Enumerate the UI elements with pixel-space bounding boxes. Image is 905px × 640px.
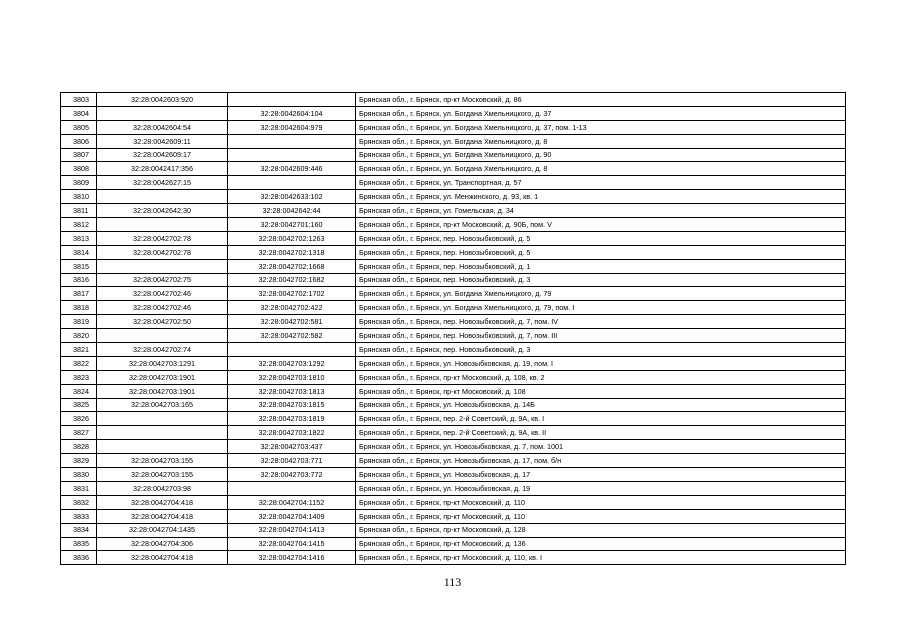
object-cadastral-number-cell: 32:28:0042703:437 bbox=[228, 440, 356, 454]
table-row bbox=[61, 190, 846, 204]
row-number-cell: 3807 bbox=[61, 148, 97, 162]
table-row bbox=[61, 259, 846, 273]
table-row bbox=[61, 356, 846, 370]
address-cell: Брянская обл., г. Брянск, пр-кт Московский, д. 110, кв. I bbox=[356, 551, 846, 565]
address-cell: Брянская обл., г. Брянск, ул. Новозыбковская, д. 14Б bbox=[356, 398, 846, 412]
object-cadastral-number-cell: 32:28:0042703:1819 bbox=[228, 412, 356, 426]
table-row bbox=[61, 398, 846, 412]
object-cadastral-number-cell: 32:28:0042703:1813 bbox=[228, 384, 356, 398]
row-number-cell: 3808 bbox=[61, 162, 97, 176]
table-row bbox=[61, 273, 846, 287]
row-number-cell: 3835 bbox=[61, 537, 97, 551]
row-number-cell: 3815 bbox=[61, 259, 97, 273]
address-cell: Брянская обл., г. Брянск, ул. Богдана Хмельницкого, д. 8 bbox=[356, 162, 846, 176]
row-number-cell: 3828 bbox=[61, 440, 97, 454]
address-cell: Брянская обл., г. Брянск, пер. Новозыбковский, д. 5 bbox=[356, 245, 846, 259]
object-cadastral-number-cell: 32:28:0042701:160 bbox=[228, 218, 356, 232]
row-number-cell: 3820 bbox=[61, 329, 97, 343]
row-number-cell: 3809 bbox=[61, 176, 97, 190]
object-cadastral-number-cell: 32:28:0042609:446 bbox=[228, 162, 356, 176]
table-row bbox=[61, 106, 846, 120]
table-row bbox=[61, 440, 846, 454]
land-cadastral-number-cell: 32:28:0042642:30 bbox=[97, 204, 228, 218]
table-row bbox=[61, 454, 846, 468]
row-number-cell: 3824 bbox=[61, 384, 97, 398]
object-cadastral-number-cell: 32:28:0042704:1415 bbox=[228, 537, 356, 551]
land-cadastral-number-cell bbox=[97, 426, 228, 440]
address-cell: Брянская обл., г. Брянск, ул. Богдана Хмельницкого, д. 79, пом. I bbox=[356, 301, 846, 315]
row-number-cell: 3822 bbox=[61, 356, 97, 370]
row-number-cell: 3803 bbox=[61, 93, 97, 107]
table-row bbox=[61, 134, 846, 148]
row-number-cell: 3812 bbox=[61, 218, 97, 232]
land-cadastral-number-cell: 32:28:0042702:78 bbox=[97, 245, 228, 259]
table-row bbox=[61, 301, 846, 315]
address-cell: Брянская обл., г. Брянск, пр-кт Московский, д. 110 bbox=[356, 495, 846, 509]
land-cadastral-number-cell: 32:28:0042704:306 bbox=[97, 537, 228, 551]
object-cadastral-number-cell: 32:28:0042704:1152 bbox=[228, 495, 356, 509]
object-cadastral-number-cell: 32:28:0042704:1413 bbox=[228, 523, 356, 537]
land-cadastral-number-cell: 32:28:0042702:78 bbox=[97, 231, 228, 245]
row-number-cell: 3834 bbox=[61, 523, 97, 537]
address-cell: Брянская обл., г. Брянск, пр-кт Московский, д. 128 bbox=[356, 523, 846, 537]
row-number-cell: 3804 bbox=[61, 106, 97, 120]
object-cadastral-number-cell: 32:28:0042702:422 bbox=[228, 301, 356, 315]
address-cell: Брянская обл., г. Брянск, пер. Новозыбковский, д. 7, пом. III bbox=[356, 329, 846, 343]
table-row bbox=[61, 329, 846, 343]
row-number-cell: 3819 bbox=[61, 315, 97, 329]
address-cell: Брянская обл., г. Брянск, пер. Новозыбковский, д. 1 bbox=[356, 259, 846, 273]
land-cadastral-number-cell: 32:28:0042417:356 bbox=[97, 162, 228, 176]
address-cell: Брянская обл., г. Брянск, ул. Новозыбковская, д. 19 bbox=[356, 481, 846, 495]
address-cell: Брянская обл., г. Брянск, пер. Новозыбковский, д. 7, пом. IV bbox=[356, 315, 846, 329]
registry-table bbox=[60, 92, 846, 565]
table-row bbox=[61, 231, 846, 245]
land-cadastral-number-cell: 32:28:0042603:920 bbox=[97, 93, 228, 107]
address-cell: Брянская обл., г. Брянск, пер. Новозыбковский, д. 3 bbox=[356, 343, 846, 357]
land-cadastral-number-cell: 32:28:0042627:15 bbox=[97, 176, 228, 190]
table-row bbox=[61, 551, 846, 565]
land-cadastral-number-cell: 32:28:0042703:155 bbox=[97, 454, 228, 468]
land-cadastral-number-cell: 32:28:0042704:418 bbox=[97, 495, 228, 509]
table-row bbox=[61, 384, 846, 398]
table-row bbox=[61, 93, 846, 107]
land-cadastral-number-cell: 32:28:0042609:11 bbox=[97, 134, 228, 148]
table-row bbox=[61, 287, 846, 301]
land-cadastral-number-cell bbox=[97, 218, 228, 232]
land-cadastral-number-cell bbox=[97, 329, 228, 343]
object-cadastral-number-cell bbox=[228, 176, 356, 190]
land-cadastral-number-cell: 32:28:0042609:17 bbox=[97, 148, 228, 162]
land-cadastral-number-cell: 32:28:0042703:1901 bbox=[97, 384, 228, 398]
address-cell: Брянская обл., г. Брянск, ул. Богдана Хмельницкого, д. 90 bbox=[356, 148, 846, 162]
address-cell: Брянская обл., г. Брянск, ул. Новозыбковская, д. 17 bbox=[356, 468, 846, 482]
table-row bbox=[61, 412, 846, 426]
address-cell: Брянская обл., г. Брянск, ул. Новозыбковская, д. 17, пом. б/н bbox=[356, 454, 846, 468]
address-cell: Брянская обл., г. Брянск, пр-кт Московский, д. 108, кв. 2 bbox=[356, 370, 846, 384]
table-row bbox=[61, 509, 846, 523]
table-row bbox=[61, 315, 846, 329]
object-cadastral-number-cell: 32:28:0042633:102 bbox=[228, 190, 356, 204]
row-number-cell: 3827 bbox=[61, 426, 97, 440]
row-number-cell: 3805 bbox=[61, 120, 97, 134]
address-cell: Брянская обл., г. Брянск, ул. Богдана Хмельницкого, д. 8 bbox=[356, 134, 846, 148]
object-cadastral-number-cell: 32:28:0042642:44 bbox=[228, 204, 356, 218]
object-cadastral-number-cell: 32:28:0042604:979 bbox=[228, 120, 356, 134]
row-number-cell: 3831 bbox=[61, 481, 97, 495]
table-row bbox=[61, 523, 846, 537]
object-cadastral-number-cell: 32:28:0042702:582 bbox=[228, 329, 356, 343]
object-cadastral-number-cell bbox=[228, 134, 356, 148]
land-cadastral-number-cell bbox=[97, 190, 228, 204]
row-number-cell: 3836 bbox=[61, 551, 97, 565]
table-row bbox=[61, 426, 846, 440]
address-cell: Брянская обл., г. Брянск, ул. Гомельская, д. 34 bbox=[356, 204, 846, 218]
registry-table-body bbox=[61, 93, 846, 565]
address-cell: Брянская обл., г. Брянск, пр-кт Московский, д. 136 bbox=[356, 537, 846, 551]
row-number-cell: 3830 bbox=[61, 468, 97, 482]
land-cadastral-number-cell: 32:28:0042702:46 bbox=[97, 301, 228, 315]
address-cell: Брянская обл., г. Брянск, пр-кт Московский, д. 110 bbox=[356, 509, 846, 523]
object-cadastral-number-cell: 32:28:0042702:1702 bbox=[228, 287, 356, 301]
row-number-cell: 3810 bbox=[61, 190, 97, 204]
row-number-cell: 3814 bbox=[61, 245, 97, 259]
table-row bbox=[61, 204, 846, 218]
row-number-cell: 3826 bbox=[61, 412, 97, 426]
table-row bbox=[61, 495, 846, 509]
address-cell: Брянская обл., г. Брянск, ул. Новозыбковская, д. 19, пом. I bbox=[356, 356, 846, 370]
table-row bbox=[61, 537, 846, 551]
object-cadastral-number-cell bbox=[228, 148, 356, 162]
table-row bbox=[61, 468, 846, 482]
table-row bbox=[61, 481, 846, 495]
address-cell: Брянская обл., г. Брянск, ул. Богдана Хмельницкого, д. 37, пом. 1-13 bbox=[356, 120, 846, 134]
table-row bbox=[61, 218, 846, 232]
address-cell: Брянская обл., г. Брянск, пер. Новозыбковский, д. 5 bbox=[356, 231, 846, 245]
object-cadastral-number-cell: 32:28:0042702:581 bbox=[228, 315, 356, 329]
row-number-cell: 3829 bbox=[61, 454, 97, 468]
object-cadastral-number-cell: 32:28:0042703:1815 bbox=[228, 398, 356, 412]
row-number-cell: 3813 bbox=[61, 231, 97, 245]
land-cadastral-number-cell: 32:28:0042604:54 bbox=[97, 120, 228, 134]
row-number-cell: 3811 bbox=[61, 204, 97, 218]
row-number-cell: 3823 bbox=[61, 370, 97, 384]
land-cadastral-number-cell: 32:28:0042703:155 bbox=[97, 468, 228, 482]
object-cadastral-number-cell: 32:28:0042703:1292 bbox=[228, 356, 356, 370]
address-cell: Брянская обл., г. Брянск, ул. Новозыбковская, д. 7, пом. 1001 bbox=[356, 440, 846, 454]
object-cadastral-number-cell: 32:28:0042703:1822 bbox=[228, 426, 356, 440]
object-cadastral-number-cell: 32:28:0042604:104 bbox=[228, 106, 356, 120]
object-cadastral-number-cell: 32:28:0042703:772 bbox=[228, 468, 356, 482]
table-row bbox=[61, 245, 846, 259]
land-cadastral-number-cell bbox=[97, 412, 228, 426]
address-cell: Брянская обл., г. Брянск, пр-кт Московский, д. 108 bbox=[356, 384, 846, 398]
address-cell: Брянская обл., г. Брянск, пер. Новозыбковский, д. 3 bbox=[356, 273, 846, 287]
land-cadastral-number-cell: 32:28:0042703:98 bbox=[97, 481, 228, 495]
land-cadastral-number-cell: 32:28:0042704:418 bbox=[97, 551, 228, 565]
address-cell: Брянская обл., г. Брянск, пер. 2-й Советский, д. 9А, кв. I bbox=[356, 412, 846, 426]
table-row bbox=[61, 176, 846, 190]
object-cadastral-number-cell: 32:28:0042702:1668 bbox=[228, 259, 356, 273]
page-number: 113 bbox=[443, 575, 462, 589]
land-cadastral-number-cell: 32:28:0042702:50 bbox=[97, 315, 228, 329]
address-cell: Брянская обл., г. Брянск, ул. Менжинского, д. 93, кв. 1 bbox=[356, 190, 846, 204]
row-number-cell: 3817 bbox=[61, 287, 97, 301]
land-cadastral-number-cell: 32:28:0042702:46 bbox=[97, 287, 228, 301]
row-number-cell: 3832 bbox=[61, 495, 97, 509]
row-number-cell: 3821 bbox=[61, 343, 97, 357]
address-cell: Брянская обл., г. Брянск, пр-кт Московский, д. 86 bbox=[356, 93, 846, 107]
land-cadastral-number-cell bbox=[97, 106, 228, 120]
object-cadastral-number-cell: 32:28:0042702:1318 bbox=[228, 245, 356, 259]
land-cadastral-number-cell: 32:28:0042704:1435 bbox=[97, 523, 228, 537]
address-cell: Брянская обл., г. Брянск, пр-кт Московский, д. 90Б, пом. V bbox=[356, 218, 846, 232]
land-cadastral-number-cell: 32:28:0042703:165 bbox=[97, 398, 228, 412]
object-cadastral-number-cell: 32:28:0042703:1810 bbox=[228, 370, 356, 384]
table-row bbox=[61, 148, 846, 162]
row-number-cell: 3816 bbox=[61, 273, 97, 287]
object-cadastral-number-cell: 32:28:0042702:1682 bbox=[228, 273, 356, 287]
land-cadastral-number-cell: 32:28:0042704:418 bbox=[97, 509, 228, 523]
object-cadastral-number-cell: 32:28:0042704:1409 bbox=[228, 509, 356, 523]
table-row bbox=[61, 370, 846, 384]
object-cadastral-number-cell: 32:28:0042703:771 bbox=[228, 454, 356, 468]
object-cadastral-number-cell bbox=[228, 481, 356, 495]
table-row bbox=[61, 120, 846, 134]
land-cadastral-number-cell: 32:28:0042702:74 bbox=[97, 343, 228, 357]
address-cell: Брянская обл., г. Брянск, ул. Транспортная, д. 57 bbox=[356, 176, 846, 190]
table-row bbox=[61, 343, 846, 357]
address-cell: Брянская обл., г. Брянск, ул. Богдана Хмельницкого, д. 37 bbox=[356, 106, 846, 120]
object-cadastral-number-cell: 32:28:0042702:1263 bbox=[228, 231, 356, 245]
land-cadastral-number-cell: 32:28:0042703:1901 bbox=[97, 370, 228, 384]
land-cadastral-number-cell: 32:28:0042702:75 bbox=[97, 273, 228, 287]
row-number-cell: 3833 bbox=[61, 509, 97, 523]
object-cadastral-number-cell: 32:28:0042704:1416 bbox=[228, 551, 356, 565]
object-cadastral-number-cell bbox=[228, 93, 356, 107]
table-row bbox=[61, 162, 846, 176]
land-cadastral-number-cell bbox=[97, 440, 228, 454]
row-number-cell: 3806 bbox=[61, 134, 97, 148]
row-number-cell: 3818 bbox=[61, 301, 97, 315]
land-cadastral-number-cell: 32:28:0042703:1291 bbox=[97, 356, 228, 370]
object-cadastral-number-cell bbox=[228, 343, 356, 357]
address-cell: Брянская обл., г. Брянск, пер. 2-й Советский, д. 9А, кв. II bbox=[356, 426, 846, 440]
address-cell: Брянская обл., г. Брянск, ул. Богдана Хмельницкого, д. 79 bbox=[356, 287, 846, 301]
land-cadastral-number-cell bbox=[97, 259, 228, 273]
row-number-cell: 3825 bbox=[61, 398, 97, 412]
